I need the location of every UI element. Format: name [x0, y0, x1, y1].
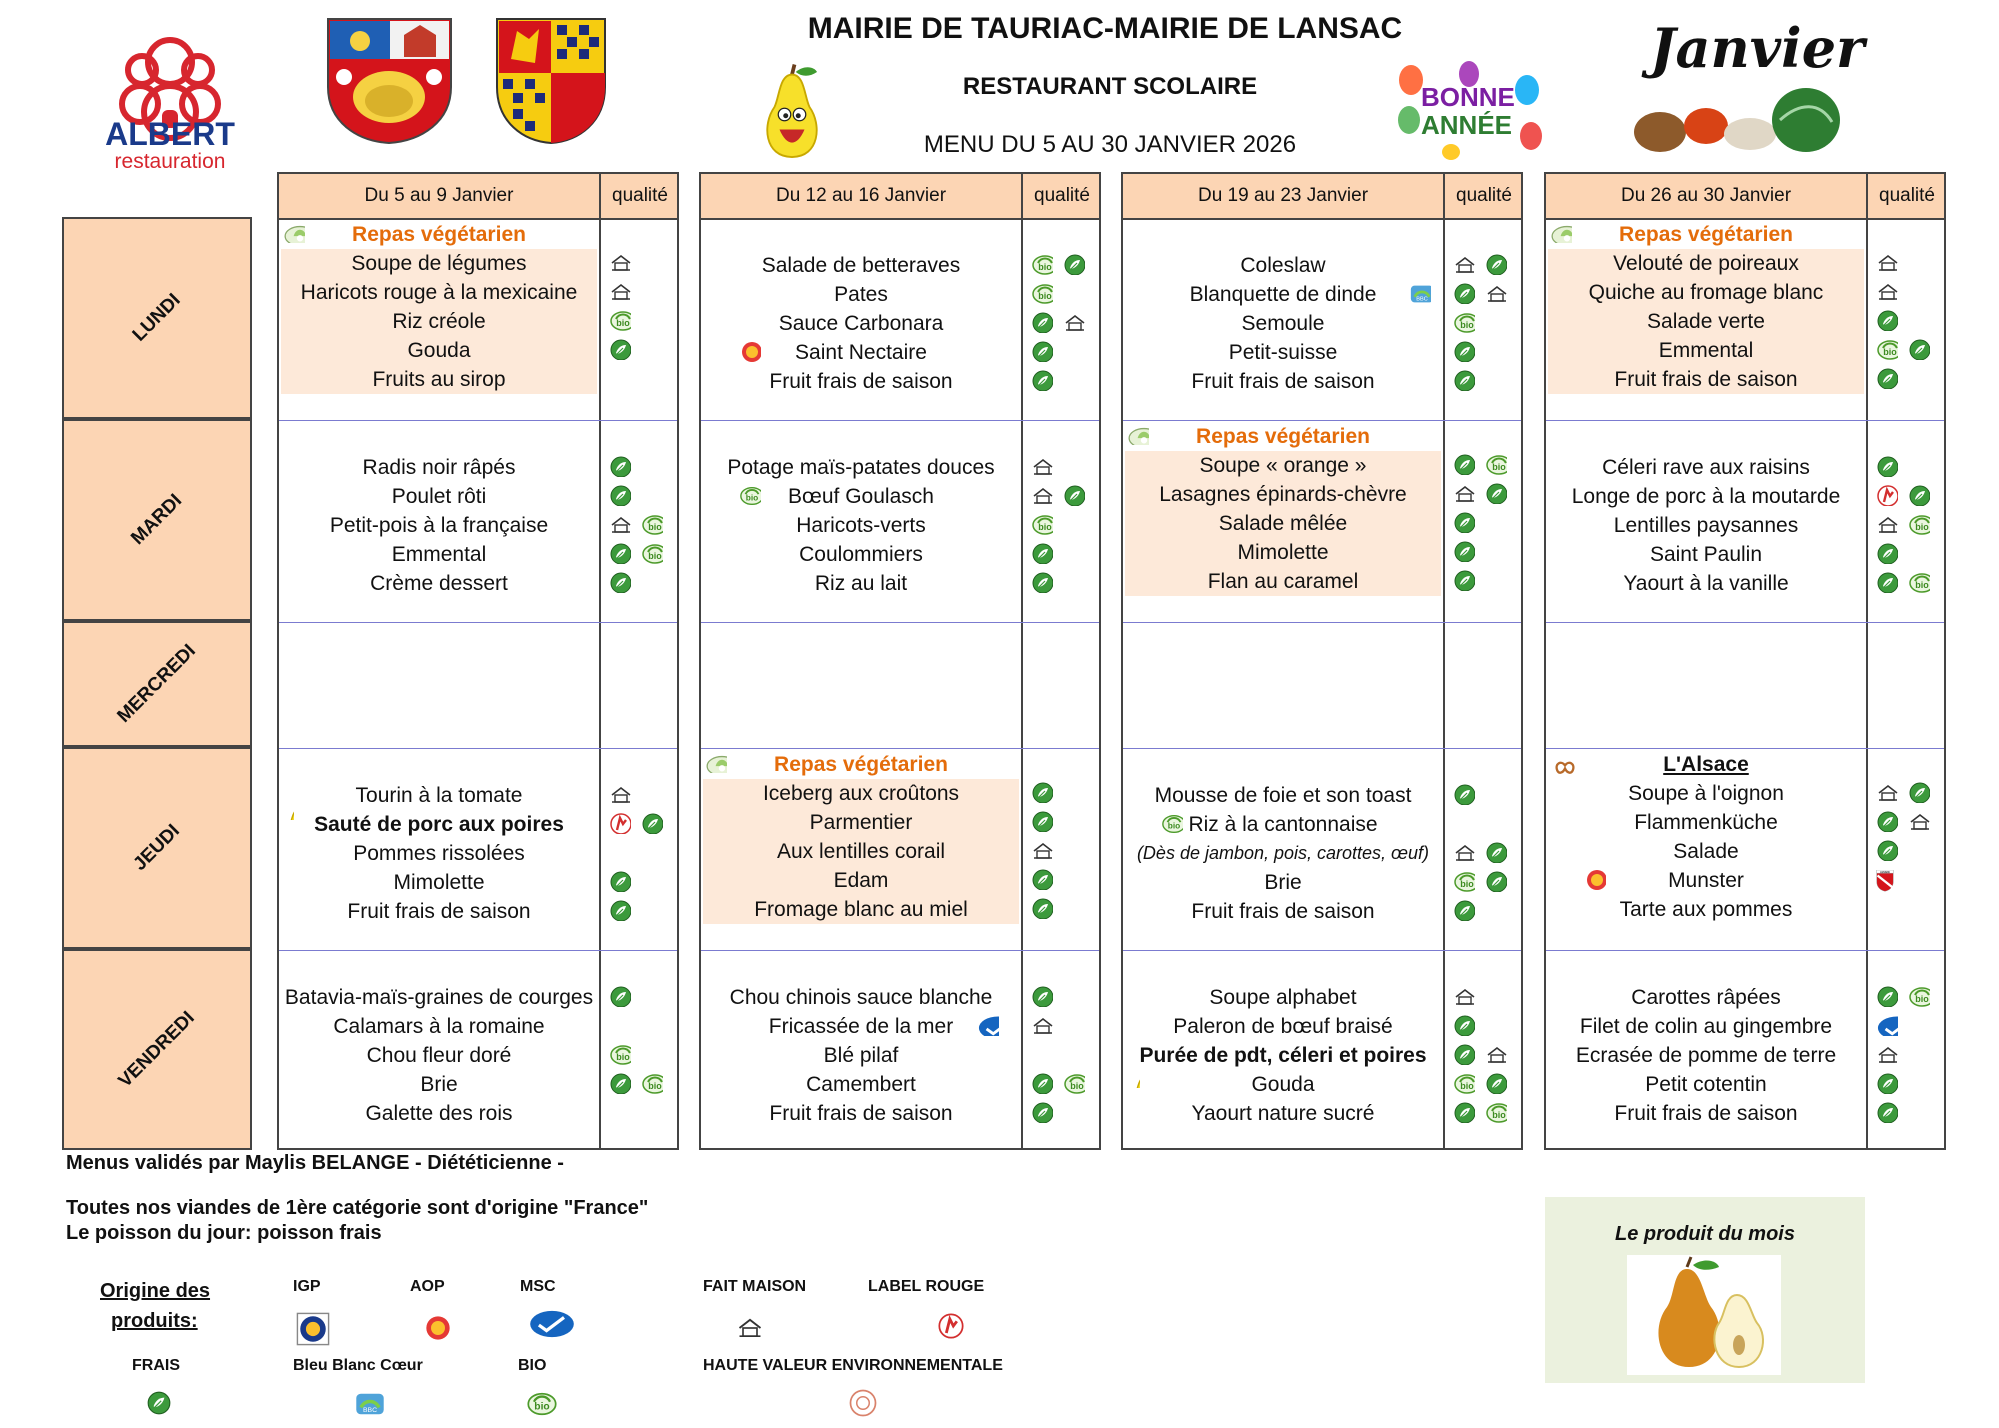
meal-item: Céleri rave aux raisins [1602, 456, 1810, 479]
fait-maison-icon [1485, 282, 1507, 304]
frais-leaf-icon [1485, 1072, 1507, 1094]
frais-leaf-icon [1876, 542, 1898, 564]
row-divider [1546, 950, 1944, 951]
fait-maison-icon [1031, 484, 1053, 506]
meal-item: Soupe « orange » [1199, 454, 1367, 477]
fait-maison-icon [1031, 839, 1053, 861]
fait-maison-icon [1453, 482, 1475, 504]
meal-item: Flan au caramel [1207, 570, 1359, 593]
brand-name: ALBERT [105, 116, 235, 152]
pear-mascot-icon [752, 62, 832, 162]
meal-item: Munster [1668, 869, 1744, 892]
week-label: Du 26 au 30 Janvier [1620, 185, 1792, 206]
meal-item: Galette des rois [365, 1102, 513, 1125]
legend-aop-label: AOP [410, 1278, 445, 1295]
meal-item: Tarte aux pommes [1619, 898, 1793, 921]
meal-item: Fromage blanc au miel [754, 898, 968, 921]
week-label: Du 12 au 16 Janvier [775, 185, 947, 206]
label-rouge-icon [937, 1312, 965, 1340]
frais-leaf-icon [1453, 899, 1475, 921]
bio-icon [641, 1072, 663, 1094]
row-divider [279, 622, 677, 623]
quality-header: qualité [1443, 174, 1523, 218]
fait-maison-icon [1908, 810, 1930, 832]
frais-leaf-icon [1453, 453, 1475, 475]
meat-origin-note: Toutes nos viandes de 1ère catégorie sont d'origine "France" [66, 1197, 649, 1219]
week-label: Du 19 au 23 Janvier [1197, 185, 1369, 206]
meal-item: Soupe de légumes [351, 252, 527, 275]
frais-leaf-icon [1453, 369, 1475, 391]
quality-header: qualité [1021, 174, 1101, 218]
frais-leaf-icon [1876, 839, 1898, 861]
row-divider [279, 950, 677, 951]
pear-fruit-icon [1627, 1255, 1781, 1375]
meal-item: Mimolette [1237, 541, 1329, 564]
fait-maison-icon [1876, 781, 1898, 803]
meal-item: Longe de porc à la moutarde [1571, 485, 1841, 508]
quality-column [1443, 218, 1445, 1148]
meal-item: Tourin à la tomate [355, 784, 523, 807]
frais-leaf-icon [1031, 311, 1053, 333]
meal-item: Salade verte [1647, 310, 1765, 333]
frais-leaf-icon [1485, 870, 1507, 892]
fait-maison-icon [1876, 1043, 1898, 1065]
frais-leaf-icon [609, 571, 631, 593]
frais-leaf-icon [1876, 367, 1898, 389]
meal-item: Quiche au fromage blanc [1588, 281, 1824, 304]
frais-leaf-icon [609, 899, 631, 921]
pear-mascot-icon [1118, 1066, 1140, 1088]
week-header [701, 174, 1099, 220]
legend-fait-maison-label: FAIT MAISON [703, 1278, 807, 1295]
fait-maison-icon [736, 1314, 764, 1342]
meal-item: Iceberg aux croûtons [762, 782, 960, 805]
meal-item: Radis noir râpés [362, 456, 516, 479]
legend-title-1: Origine des [100, 1280, 211, 1302]
bio-icon [1161, 812, 1183, 834]
meal-title: L'Alsace [1663, 753, 1749, 776]
hve-icon [848, 1388, 878, 1418]
page-title: MAIRIE DE TAURIAC-MAIRIE DE LANSAC [807, 12, 1403, 45]
meal-item: Fruit frais de saison [1614, 1102, 1798, 1125]
meal-item: Potage maïs-patates douces [727, 456, 995, 479]
albert-logo [100, 32, 240, 172]
frais-leaf-icon [1031, 369, 1053, 391]
meal-title: Repas végétarien [352, 223, 526, 246]
validated-by: Menus validés par Maylis BELANGE - Diététicienne - [66, 1152, 564, 1174]
bonne-annee-graphic [1395, 60, 1545, 160]
bio-icon [1908, 985, 1930, 1007]
meal-item: Petit-suisse [1228, 341, 1338, 364]
meal-item: Sauté de porc aux poires [314, 813, 564, 836]
meal-item: Mimolette [393, 871, 485, 894]
bio-icon [1453, 311, 1475, 333]
quality-header: qualité [1866, 174, 1946, 218]
janvier-graphic [1620, 12, 1865, 152]
quality-column [599, 218, 601, 1148]
bio-icon [1485, 453, 1507, 475]
row-divider [701, 622, 1099, 623]
frais-leaf-icon [1031, 1101, 1053, 1123]
fait-maison-icon [1063, 311, 1085, 333]
quality-column [1021, 218, 1023, 1148]
day-vendredi: VENDREDI [62, 949, 252, 1150]
bio-icon [1031, 282, 1053, 304]
week-table [1121, 172, 1523, 1150]
meal-item: Riz à la cantonnaise [1188, 813, 1378, 836]
quality-column [1866, 218, 1868, 1148]
bio-icon [1031, 253, 1053, 275]
meal-item: Edam [833, 869, 889, 892]
meal-item: Gouda [407, 339, 471, 362]
meal-item: Fruit frais de saison [769, 1102, 953, 1125]
msc-icon [1876, 1014, 1898, 1036]
row-divider [701, 420, 1099, 421]
frais-leaf-icon [1453, 1043, 1475, 1065]
meal-item: Salade de betteraves [761, 254, 961, 277]
alsace-badge-text: ALSACE [1880, 871, 1890, 874]
week-label: Du 5 au 9 Janvier [364, 185, 514, 206]
meal-item: Salade [1673, 840, 1739, 863]
meal-item: Brie [1264, 871, 1302, 894]
frais-leaf-icon [1908, 484, 1930, 506]
frais-leaf-icon [609, 484, 631, 506]
bio-icon [1453, 1072, 1475, 1094]
frais-leaf-icon [1876, 571, 1898, 593]
alsace-crest-icon [1874, 870, 1896, 892]
meal-item: Fruit frais de saison [769, 370, 953, 393]
meal-item: Bœuf Goulasch [788, 485, 934, 508]
meal-item: Paleron de bœuf braisé [1173, 1015, 1393, 1038]
fait-maison-icon [609, 251, 631, 273]
bio-icon [1063, 1072, 1085, 1094]
meal-item: Calamars à la romaine [333, 1015, 545, 1038]
frais-leaf-icon [1876, 455, 1898, 477]
meal-item: Soupe à l'oignon [1628, 782, 1784, 805]
frais-leaf-icon [1876, 1101, 1898, 1123]
meal-item: Fricassée de la mer [768, 1015, 954, 1038]
meal-item: Petit-pois à la française [329, 514, 549, 537]
msc-icon [528, 1308, 576, 1340]
row-divider [701, 950, 1099, 951]
meal-item: Pates [834, 283, 888, 306]
meal-item: Batavia-maïs-graines de courges [284, 986, 594, 1009]
day-mardi: MARDI [62, 419, 252, 621]
frais-leaf-icon [609, 338, 631, 360]
frais-leaf-icon [1453, 282, 1475, 304]
row-divider [279, 420, 677, 421]
frais-leaf-icon [1031, 810, 1053, 832]
frais-leaf-icon [1031, 781, 1053, 803]
meal-item: Crème dessert [370, 572, 508, 595]
frais-leaf-icon [1876, 1072, 1898, 1094]
fait-maison-icon [609, 783, 631, 805]
igp-icon [296, 1312, 330, 1346]
product-of-month-title: Le produit du mois [1615, 1223, 1795, 1245]
frais-leaf-icon [1908, 338, 1930, 360]
frais-leaf-icon [1453, 511, 1475, 533]
meal-item: Chou fleur doré [366, 1044, 512, 1067]
row-divider [1123, 748, 1521, 749]
frais-leaf-icon [1453, 540, 1475, 562]
week-header [1546, 174, 1944, 220]
legend-title-2: produits: [111, 1310, 198, 1332]
bio-icon [739, 484, 761, 506]
legend-hve-label: HAUTE VALEUR ENVIRONNEMENTALE [703, 1357, 1003, 1374]
meal-item: Riz au lait [814, 572, 908, 595]
meal-item: Parmentier [809, 811, 913, 834]
meal-item: Saint Nectaire [795, 341, 927, 364]
week-header [279, 174, 677, 220]
row-divider [1123, 950, 1521, 951]
meal-item: Filet de colin au gingembre [1579, 1015, 1833, 1038]
bio-icon [1031, 513, 1053, 535]
legend-label-rouge-label: LABEL ROUGE [868, 1278, 985, 1295]
meal-item: Riz créole [392, 310, 486, 333]
meal-item: Gouda [1251, 1073, 1315, 1096]
row-divider [1123, 420, 1521, 421]
frais-leaf-icon [1031, 897, 1053, 919]
meal-item: Carottes râpées [1631, 986, 1781, 1009]
fait-maison-icon [1031, 455, 1053, 477]
legend-bbc-label: Bleu Blanc Cœur [293, 1357, 423, 1374]
meal-item: Mousse de foie et son toast [1154, 784, 1412, 807]
bio-icon [641, 542, 663, 564]
row-divider [701, 748, 1099, 749]
fait-maison-icon [1876, 251, 1898, 273]
meal-item: Poulet rôti [391, 485, 487, 508]
meal-title: Repas végétarien [1619, 223, 1793, 246]
menu-period: MENU DU 5 AU 30 JANVIER 2026 [923, 131, 1297, 158]
meal-title: Repas végétarien [774, 753, 948, 776]
legend-igp-label: IGP [293, 1278, 321, 1295]
frais-leaf-icon [1876, 985, 1898, 1007]
bio-icon [641, 513, 663, 535]
frais-leaf-icon [1031, 542, 1053, 564]
meal-item: Blé pilaf [823, 1044, 899, 1067]
frais-leaf-icon [1485, 482, 1507, 504]
row-divider [1546, 622, 1944, 623]
fait-maison-icon [609, 280, 631, 302]
meal-item: Camembert [806, 1073, 916, 1096]
frais-leaf-icon [1908, 781, 1930, 803]
frais-leaf-icon [609, 985, 631, 1007]
bio-icon [609, 309, 631, 331]
meal-item: Emmental [391, 543, 487, 566]
day-jeudi: JEUDI [62, 747, 252, 949]
frais-leaf-icon [1031, 985, 1053, 1007]
meal-item: Ecrasée de pomme de terre [1575, 1044, 1837, 1067]
frais-leaf-icon [1453, 1101, 1475, 1123]
greeting-line2: ANNÉE [1421, 110, 1513, 140]
frais-leaf-icon [1453, 1014, 1475, 1036]
legend-frais-label: FRAIS [132, 1357, 180, 1374]
meal-item: Fruit frais de saison [1191, 370, 1375, 393]
frais-leaf-icon [1876, 810, 1898, 832]
greeting-line1: BONNE [1421, 82, 1515, 112]
meal-item: Saint Paulin [1649, 543, 1763, 566]
winter-food-icon [1620, 82, 1850, 162]
legend-msc-label: MSC [520, 1278, 556, 1295]
bio-icon [1908, 513, 1930, 535]
bio-icon [526, 1390, 558, 1418]
meal-item: Brie [420, 1073, 458, 1096]
fait-maison-icon [609, 513, 631, 535]
row-divider [1546, 748, 1944, 749]
fait-maison-icon [1876, 513, 1898, 535]
meal-item: Chou chinois sauce blanche [729, 986, 993, 1009]
row-divider [1123, 622, 1521, 623]
msc-icon [977, 1014, 999, 1036]
meal-item: Semoule [1241, 312, 1325, 335]
meal-item: Velouté de poireaux [1613, 252, 1799, 275]
row-divider [279, 748, 677, 749]
meal-item: Lasagnes épinards-chèvre [1159, 483, 1407, 506]
frais-leaf-icon [1031, 571, 1053, 593]
meal-item: Fruits au sirop [372, 368, 506, 391]
bio-icon [609, 1043, 631, 1065]
frais-leaf-icon [1485, 253, 1507, 275]
fait-maison-icon [1031, 1014, 1053, 1036]
meal-item: Fruit frais de saison [1614, 368, 1798, 391]
legend-bio-label: BIO [518, 1357, 547, 1374]
frais-leaf-icon [1453, 783, 1475, 805]
frais-leaf-icon [1876, 309, 1898, 331]
frais-leaf-icon [1031, 340, 1053, 362]
aop-icon [424, 1314, 452, 1342]
frais-leaf-icon [1063, 484, 1085, 506]
frais-leaf-icon [1063, 253, 1085, 275]
month-word: Janvier [1650, 16, 1865, 80]
meal-item: (Dès de jambon, pois, carottes, œuf) [1136, 843, 1430, 863]
bio-icon [1908, 571, 1930, 593]
bleu-blanc-coeur-icon [354, 1390, 386, 1418]
fait-maison-icon [1876, 280, 1898, 302]
bio-icon [1485, 1101, 1507, 1123]
day-mercredi: MERCREDI [62, 621, 252, 747]
fait-maison-icon [1453, 841, 1475, 863]
frais-leaf-icon [1031, 1072, 1053, 1094]
frais-leaf-icon [1453, 340, 1475, 362]
meal-item: Petit cotentin [1645, 1073, 1767, 1096]
meal-item: Aux lentilles corail [776, 840, 946, 863]
frais-leaf-icon [609, 542, 631, 564]
meal-item: Lentilles paysannes [1613, 514, 1799, 537]
fait-maison-icon [1485, 1043, 1507, 1065]
frais-leaf-icon [609, 870, 631, 892]
meal-item: Haricots-verts [796, 514, 926, 537]
meal-item: Emmental [1658, 339, 1754, 362]
meal-item: Soupe alphabet [1209, 986, 1357, 1009]
brand-sub: restauration [114, 150, 226, 173]
frais-leaf-icon [1031, 868, 1053, 890]
week-table [1544, 172, 1946, 1150]
meal-item: Fruit frais de saison [347, 900, 531, 923]
week-table [699, 172, 1101, 1150]
day-lundi: LUNDI [62, 217, 252, 419]
meal-title: Repas végétarien [1196, 425, 1370, 448]
frais-leaf-icon [609, 1072, 631, 1094]
week-table [277, 172, 679, 1150]
row-divider [1546, 420, 1944, 421]
label-rouge-icon [1876, 484, 1898, 506]
meal-item: Coleslaw [1240, 254, 1326, 277]
frais-leaf-icon [146, 1390, 172, 1416]
tauriac-coat-of-arms-icon [326, 17, 453, 145]
pear-mascot-icon [272, 798, 294, 820]
lansac-coat-of-arms-icon [495, 17, 607, 145]
bio-icon [1876, 338, 1898, 360]
meal-item: Coulommiers [799, 543, 923, 566]
fish-note: Le poisson du jour: poisson frais [66, 1222, 382, 1244]
frais-leaf-icon [1453, 569, 1475, 591]
meal-item: Flammenküche [1634, 811, 1778, 834]
aop-icon [739, 340, 761, 362]
bio-icon [1453, 870, 1475, 892]
meal-item: Yaourt à la vanille [1623, 572, 1789, 595]
fait-maison-icon [1453, 253, 1475, 275]
meal-item: Blanquette de dinde [1189, 283, 1377, 306]
quality-header: qualité [599, 174, 679, 218]
bleu-blanc-coeur-icon [1409, 282, 1431, 304]
meal-item: Salade mêlée [1218, 512, 1348, 535]
frais-leaf-icon [1485, 841, 1507, 863]
fait-maison-icon [1453, 985, 1475, 1007]
week-header [1123, 174, 1521, 220]
meal-item: Sauce Carbonara [778, 312, 944, 335]
meal-item: Fruit frais de saison [1191, 900, 1375, 923]
meal-item: Purée de pdt, céleri et poires [1139, 1044, 1427, 1067]
page-subtitle: RESTAURANT SCOLAIRE [962, 73, 1258, 100]
product-of-month-box [1545, 1197, 1865, 1383]
meal-item: Haricots rouge à la mexicaine [300, 281, 578, 304]
aop-icon [1584, 868, 1606, 890]
frais-leaf-icon [609, 455, 631, 477]
meal-item: Yaourt nature sucré [1191, 1102, 1375, 1125]
label-rouge-icon [609, 812, 631, 834]
meal-item: Pommes rissolées [353, 842, 525, 865]
frais-leaf-icon [641, 812, 663, 834]
